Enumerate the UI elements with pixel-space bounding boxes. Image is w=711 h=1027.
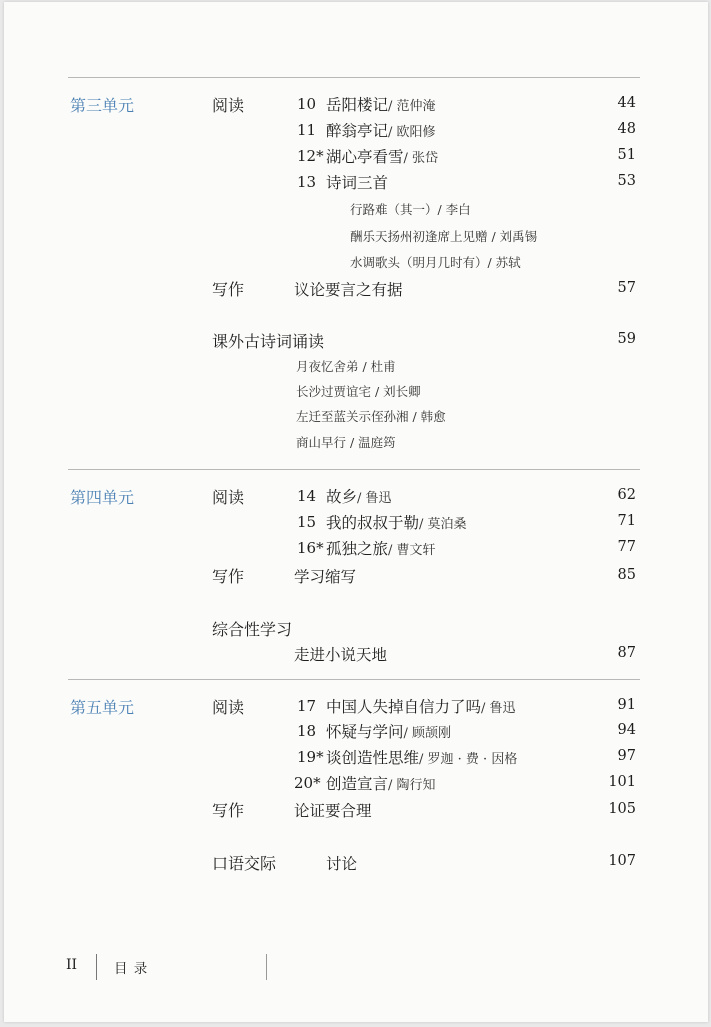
poem-entry: 商山早行 / 温庭筠 xyxy=(296,435,396,450)
lesson-number: 15 xyxy=(297,513,317,531)
toc-entry xyxy=(326,171,388,193)
lesson-title: 岳阳楼记 xyxy=(326,96,389,114)
lesson-title: 故乡 xyxy=(326,488,358,506)
section-label-reading: 阅读 xyxy=(212,96,245,115)
page-number[interactable]: 71 xyxy=(617,513,636,529)
page-number[interactable]: 97 xyxy=(617,748,636,764)
lesson-number: 10 xyxy=(297,95,317,113)
lesson-title: 我的叔叔于勒 xyxy=(326,514,420,532)
poem-entry: 水调歌头（明月几时有）/ 苏轼 xyxy=(350,255,521,270)
lesson-number: 19* xyxy=(297,748,324,766)
section-label-oral: 口语交际 xyxy=(212,854,277,873)
unit-label: 第三单元 xyxy=(70,96,135,115)
lesson-author: / 罗迦 · 费 · 因格 xyxy=(419,752,518,767)
page-number[interactable]: 53 xyxy=(617,173,636,189)
toc-entry xyxy=(326,119,436,141)
unit-label: 第四单元 xyxy=(70,488,135,507)
lesson-number: 12* xyxy=(297,147,324,165)
writing-title: 议论要言之有据 xyxy=(294,281,403,299)
section-label-comprehensive: 综合性学习 xyxy=(212,620,293,639)
section-label-writing: 写作 xyxy=(212,567,245,586)
footer-divider xyxy=(96,954,97,980)
section-label-extra-reading: 课外古诗词诵读 xyxy=(212,332,325,351)
lesson-title: 醉翁亭记 xyxy=(326,122,389,140)
toc-entry xyxy=(326,772,436,794)
comprehensive-title: 走进小说天地 xyxy=(294,646,388,664)
lesson-author: / 鲁迅 xyxy=(481,701,516,716)
toc-entry xyxy=(326,537,436,559)
lesson-author: / 顾颉刚 xyxy=(403,726,452,741)
unit-divider xyxy=(68,679,640,680)
page-number[interactable]: 85 xyxy=(617,567,636,583)
poem-entry: 行路难（其一）/ 李白 xyxy=(350,202,471,217)
writing-title: 学习缩写 xyxy=(294,568,357,586)
toc-entry xyxy=(326,720,451,742)
page-number[interactable]: 107 xyxy=(608,853,636,869)
lesson-number: 14 xyxy=(297,487,317,505)
lesson-title: 孤独之旅 xyxy=(326,540,389,558)
page-number[interactable]: 101 xyxy=(608,774,636,790)
footer-page-number: II xyxy=(66,957,78,973)
lesson-title: 中国人失掉自信力了吗 xyxy=(326,698,482,716)
lesson-author: / 陶行知 xyxy=(388,778,436,793)
toc-entry xyxy=(326,511,467,533)
lesson-title: 湖心亭看雪 xyxy=(326,148,404,166)
page-number[interactable]: 44 xyxy=(617,95,636,111)
toc-page xyxy=(4,2,708,1022)
writing-title: 论证要合理 xyxy=(294,802,372,820)
lesson-author: / 莫泊桑 xyxy=(419,517,467,532)
poem-entry: 月夜忆舍弟 / 杜甫 xyxy=(296,359,396,374)
page-number[interactable]: 57 xyxy=(617,280,636,296)
toc-entry xyxy=(326,746,517,768)
lesson-title: 诗词三首 xyxy=(326,174,389,192)
page-number[interactable]: 87 xyxy=(617,645,636,661)
poem-entry: 酬乐天扬州初逢席上见赠 / 刘禹锡 xyxy=(350,229,538,244)
lesson-title: 创造宣言 xyxy=(326,775,389,793)
section-label-reading: 阅读 xyxy=(212,488,245,507)
oral-title: 讨论 xyxy=(326,855,358,873)
lesson-author: / 欧阳修 xyxy=(388,125,436,140)
toc-entry xyxy=(326,695,516,717)
footer-section-title: 目 录 xyxy=(114,961,149,977)
page-number[interactable]: 59 xyxy=(617,331,636,347)
page-number[interactable]: 48 xyxy=(617,121,636,137)
lesson-author: / 张岱 xyxy=(403,151,439,166)
lesson-author: / 范仲淹 xyxy=(388,99,436,114)
section-label-reading: 阅读 xyxy=(212,698,245,717)
toc-entry xyxy=(326,145,438,167)
lesson-title: 怀疑与学问 xyxy=(326,723,404,741)
page-number[interactable]: 62 xyxy=(617,487,636,503)
page-number[interactable]: 77 xyxy=(617,539,636,555)
footer-divider xyxy=(266,954,267,980)
lesson-number: 20* xyxy=(294,774,321,792)
page-number[interactable]: 105 xyxy=(608,801,636,817)
lesson-number: 11 xyxy=(297,121,317,139)
toc-entry xyxy=(326,485,392,507)
unit-divider xyxy=(68,469,640,470)
lesson-number: 16* xyxy=(297,539,324,557)
page-number[interactable]: 94 xyxy=(617,722,636,738)
lesson-author: / 鲁迅 xyxy=(357,491,392,506)
unit-label: 第五单元 xyxy=(70,698,135,717)
section-label-writing: 写作 xyxy=(212,801,245,820)
lesson-number: 18 xyxy=(297,722,317,740)
lesson-number: 17 xyxy=(297,697,317,715)
poem-entry: 长沙过贾谊宅 / 刘长卿 xyxy=(296,384,421,399)
section-label-writing: 写作 xyxy=(212,280,245,299)
page-number[interactable]: 91 xyxy=(617,697,636,713)
lesson-title: 谈创造性思维 xyxy=(326,749,420,767)
poem-entry: 左迁至蓝关示侄孙湘 / 韩愈 xyxy=(296,409,446,424)
unit-divider xyxy=(68,77,640,78)
toc-entry xyxy=(326,93,436,115)
lesson-author: / 曹文轩 xyxy=(388,543,436,558)
lesson-number: 13 xyxy=(297,173,317,191)
page-number[interactable]: 51 xyxy=(617,147,636,163)
